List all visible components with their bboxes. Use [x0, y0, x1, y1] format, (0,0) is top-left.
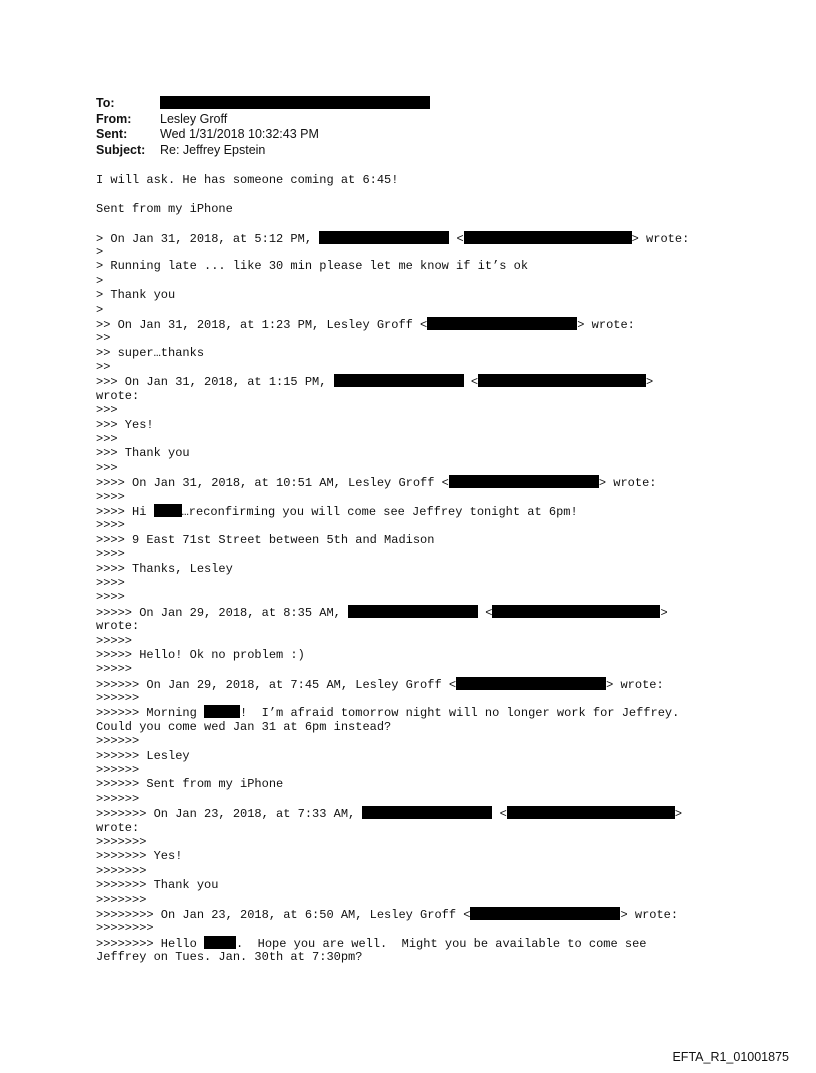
quote-text: > wrote: — [620, 907, 679, 922]
body-line: >>>>>>>> — [96, 921, 154, 936]
from-value: Lesley Groff — [160, 111, 228, 126]
redaction-box — [427, 317, 577, 330]
body-line: >>>> — [96, 547, 125, 562]
quote-text: >>>>> On Jan 29, 2018, at 8:35 AM, — [96, 605, 349, 620]
body-line: >>> Yes! — [96, 417, 154, 432]
body-line: >> — [96, 360, 111, 375]
redaction-box — [362, 806, 492, 819]
body-line: >>>>>>> — [96, 834, 147, 849]
body-line: >>>>> Hello! Ok no problem :) — [96, 647, 305, 662]
redaction-box — [348, 605, 478, 618]
from-row — [96, 112, 430, 128]
redaction-box — [204, 705, 240, 718]
body-line: > — [96, 244, 104, 259]
quote-header-line — [96, 231, 746, 245]
body-line: >>>>>> Lesley — [96, 748, 190, 763]
from-label: From: — [96, 111, 132, 126]
body-line: >>>>> — [96, 633, 133, 648]
body-line: >>> — [96, 403, 118, 418]
quote-text: >>>>>> On Jan 29, 2018, at 7:45 AM, Lesley Groff < — [96, 677, 457, 692]
redaction-box — [319, 231, 449, 244]
body-line: >>>>>>> Yes! — [96, 849, 183, 864]
quote-text: > — [660, 605, 668, 620]
quote-header-line — [96, 317, 746, 331]
body-line: > Running late ... like 30 min please let me know if it’s ok — [96, 259, 529, 274]
quote-text: > wrote: — [598, 476, 657, 491]
redaction-box — [449, 475, 599, 488]
quote-text: < — [449, 231, 464, 246]
email-header — [96, 96, 430, 158]
redaction-box — [464, 231, 632, 244]
redaction-box — [456, 677, 606, 690]
email-body — [96, 173, 746, 964]
body-line: I will ask. He has someone coming at 6:45! — [96, 173, 399, 187]
quote-header-line — [96, 374, 746, 388]
redaction-box — [160, 96, 430, 109]
body-line: >>> — [96, 460, 118, 475]
quote-header-line — [96, 907, 746, 921]
quote-header-line — [96, 605, 746, 619]
quote-text: >>>> Hi — [96, 504, 154, 519]
quote-text: > — [674, 807, 683, 822]
body-line: >>>> — [96, 489, 125, 504]
quote-text: < — [478, 605, 493, 620]
body-line: > — [96, 273, 104, 288]
to-label: To: — [96, 96, 115, 110]
body-line: Sent from my iPhone — [96, 201, 233, 216]
body-line: >> — [96, 331, 111, 346]
quote-text: >>>>>>>> On Jan 23, 2018, at 6:50 AM, Lesley Groff < — [96, 907, 471, 922]
redaction-box — [154, 504, 182, 517]
quote-text: >>>>>>>> Hello — [96, 936, 205, 951]
quote-text: >> On Jan 31, 2018, at 1:23 PM, Lesley Groff < — [96, 317, 428, 332]
quote-text: > wrote: — [631, 231, 690, 246]
sent-label: Sent: — [96, 127, 128, 141]
body-line: >>>> 9 East 71st Street between 5th and Madison — [96, 532, 435, 547]
body-line: >>>>>> — [96, 734, 140, 749]
subject-value: Re: Jeffrey Epstein — [160, 142, 266, 157]
redaction-box — [492, 605, 660, 618]
body-line: >>>> — [96, 590, 125, 605]
redaction-box — [470, 907, 620, 920]
body-line: >>>>>> Sent from my iPhone — [96, 777, 284, 792]
body-line: > — [96, 302, 104, 317]
body-line: >> super…thanks — [96, 345, 205, 360]
quote-text: >>>>>>> On Jan 23, 2018, at 7:33 AM, — [96, 807, 363, 822]
redaction-box — [204, 936, 236, 949]
body-line: >>>>>> — [96, 791, 140, 806]
quote-text: >>>>>> Morning — [96, 706, 205, 721]
body-line: > Thank you — [96, 288, 176, 303]
quote-text: …reconfirming you will come see Jeffrey tonight at 6pm! — [181, 504, 578, 519]
body-line: >>> Thank you — [96, 446, 190, 461]
quote-text: < — [492, 807, 507, 822]
body-line: Could you come wed Jan 31 at 6pm instead? — [96, 719, 392, 734]
body-line: >>>>>>> Thank you — [96, 878, 219, 893]
quote-text: > On Jan 31, 2018, at 5:12 PM, — [96, 231, 320, 246]
redaction-box — [478, 374, 646, 387]
redaction-box — [507, 806, 675, 819]
body-line — [96, 936, 746, 950]
quote-text: >>> On Jan 31, 2018, at 1:15 PM, — [96, 375, 334, 390]
body-line: >>> — [96, 432, 118, 447]
subject-row — [96, 143, 430, 159]
quote-text: . Hope you are well. Might you be available to come see — [236, 936, 647, 951]
quote-text: > wrote: — [606, 677, 664, 692]
body-line: >>>>>>> — [96, 863, 147, 878]
body-line: >>>> Thanks, Lesley — [96, 561, 233, 576]
body-line — [96, 705, 746, 719]
body-line: wrote: — [96, 388, 140, 403]
sent-row — [96, 127, 430, 143]
body-line: >>>> — [96, 575, 125, 590]
quote-text: > wrote: — [577, 317, 635, 332]
body-line — [96, 504, 746, 518]
quote-header-line — [96, 677, 746, 691]
body-line: >>>>>> — [96, 691, 140, 706]
subject-label: Subject: — [96, 142, 146, 157]
to-row — [96, 96, 430, 112]
quote-text: >>>> On Jan 31, 2018, at 10:51 AM, Lesley Groff < — [96, 476, 449, 491]
body-line: wrote: — [96, 820, 140, 835]
body-line: >>>>> — [96, 662, 133, 677]
bates-number: EFTA_R1_01001875 — [672, 1050, 789, 1064]
body-line: >>>>>> — [96, 763, 140, 778]
body-line: Jeffrey on Tues. Jan. 30th at 7:30pm? — [96, 950, 363, 965]
body-line: wrote: — [96, 619, 140, 634]
body-line: >>>> — [96, 518, 125, 533]
quote-text: > — [646, 375, 654, 390]
body-line: >>>>>>> — [96, 892, 147, 907]
quote-header-line — [96, 806, 746, 820]
quote-text: < — [463, 375, 479, 390]
quote-text: ! I’m afraid tomorrow night will no longer work for Jeffrey. — [240, 706, 680, 721]
redaction-box — [334, 374, 464, 387]
sent-value: Wed 1/31/2018 10:32:43 PM — [160, 127, 319, 141]
quote-header-line — [96, 475, 746, 489]
